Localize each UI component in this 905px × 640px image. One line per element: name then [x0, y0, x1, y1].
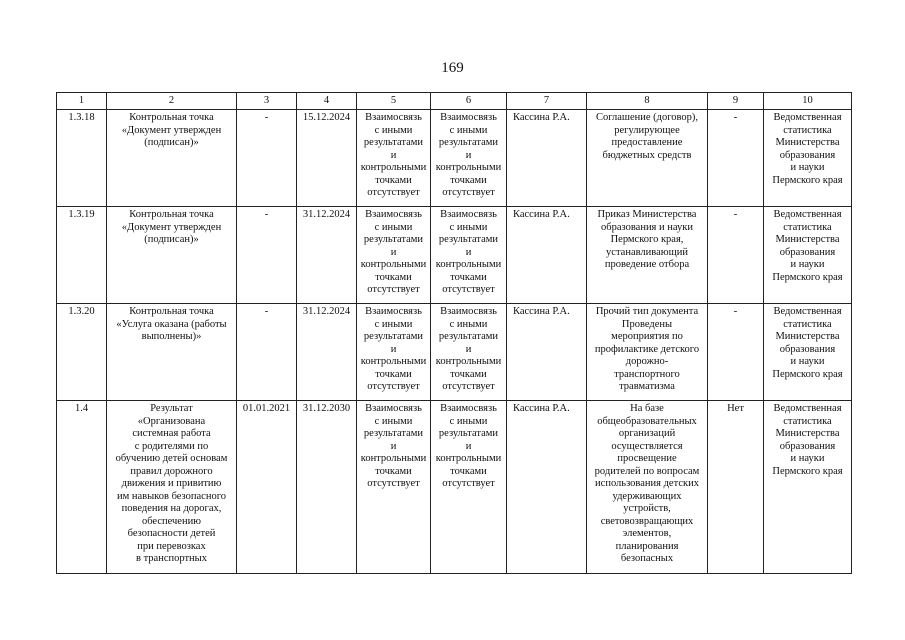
text-line: Контрольная точка [129, 112, 214, 123]
header-row [57, 93, 852, 110]
text-line: результатами [438, 331, 499, 342]
text-line: Пермского края [772, 271, 843, 283]
col-header-1: 1 [57, 93, 107, 110]
text-line: Министерства [775, 234, 840, 245]
text-line: Контрольная точка [129, 306, 214, 317]
text-line: и [390, 343, 397, 355]
text-line: с иными [374, 415, 413, 427]
document-type [587, 304, 708, 401]
text-line: элементов, [622, 528, 672, 539]
end-date: 31.12.2024 [297, 304, 357, 401]
text-line: профилактике детского [594, 343, 700, 355]
text-line: «Услуга оказана (работы [116, 318, 227, 330]
text-line: Взаимосвязь [440, 306, 497, 317]
text-line: Пермского края [772, 465, 843, 477]
text-line: Взаимосвязь [365, 112, 422, 123]
text-line: точками [450, 368, 487, 380]
text-line: образования [779, 440, 836, 452]
start-date: - [237, 207, 297, 304]
text-line: Ведомственная [773, 403, 842, 414]
text-line: статистика [783, 318, 832, 330]
text-line: образования [779, 246, 836, 258]
text-line: использования детских [595, 478, 699, 489]
text-line: (подписан)» [144, 137, 199, 148]
row-number: 1.4 [57, 401, 107, 574]
text-line: и [465, 440, 472, 452]
text-line: Министерства [775, 428, 840, 439]
col-header-4: 4 [297, 93, 357, 110]
text-line: Пермского края [772, 174, 843, 186]
text-line: обеспечению [141, 515, 202, 527]
table-row [57, 207, 852, 304]
text-line: «Организована [137, 415, 206, 427]
text-line: результатами [363, 331, 424, 342]
predecessor-link [357, 401, 431, 574]
text-line: движения и привитию [121, 478, 222, 489]
text-line: и [465, 343, 472, 355]
text-line: контрольными [435, 453, 502, 464]
text-line: контрольными [435, 259, 502, 270]
col-header-9: 9 [708, 93, 764, 110]
responsible-person: Кассина Р.А. [507, 304, 587, 401]
text-line: в транспортных [136, 553, 207, 564]
text-line: выполнены)» [141, 331, 202, 342]
predecessor-link [357, 207, 431, 304]
text-line: результатами [438, 428, 499, 439]
text-line: «Документ утвержден [121, 124, 222, 136]
text-line: безопасности детей [127, 528, 216, 539]
data-source [764, 110, 852, 207]
text-line: отсутствует [367, 187, 420, 198]
text-line: отсутствует [442, 187, 495, 198]
checkpoint-name [107, 207, 237, 304]
text-line: правил дорожного [130, 465, 213, 477]
start-date: 01.01.2021 [237, 401, 297, 574]
data-source [764, 207, 852, 304]
text-line: с родителями по [134, 440, 209, 452]
text-line: Пермского края [772, 368, 843, 380]
col-header-7: 7 [507, 93, 587, 110]
text-line: Ведомственная [773, 306, 842, 317]
text-line: образования [779, 149, 836, 161]
predecessor-link [357, 110, 431, 207]
text-line: отсутствует [442, 478, 495, 489]
text-line: бюджетных средств [602, 149, 692, 161]
document-type [587, 110, 708, 207]
text-line: с иными [374, 221, 413, 233]
text-line: и науки [790, 162, 825, 173]
text-line: «Документ утвержден [121, 221, 222, 233]
text-line: образования и науки [601, 221, 693, 233]
text-line: контрольными [360, 259, 427, 270]
text-line: контрольными [360, 356, 427, 367]
end-date: 31.12.2024 [297, 207, 357, 304]
plan-table-container [56, 92, 852, 574]
col-header-6: 6 [431, 93, 507, 110]
text-line: Взаимосвязь [365, 209, 422, 220]
table-row [57, 304, 852, 401]
text-line: родителей по вопросам [594, 465, 700, 477]
text-line: контрольными [435, 356, 502, 367]
text-line: статистика [783, 415, 832, 427]
text-line: Ведомственная [773, 112, 842, 123]
text-line: и [390, 246, 397, 258]
start-date: - [237, 304, 297, 401]
responsible-person: Кассина Р.А. [507, 207, 587, 304]
text-line: отсутствует [442, 284, 495, 295]
text-line: точками [450, 465, 487, 477]
text-line: с иными [449, 124, 488, 136]
text-line: Пермского края, [610, 234, 684, 245]
successor-link [431, 207, 507, 304]
text-line: предоставление [611, 137, 683, 148]
text-line: Контрольная точка [129, 209, 214, 220]
text-line: Взаимосвязь [440, 112, 497, 123]
data-source [764, 304, 852, 401]
col-header-2: 2 [107, 93, 237, 110]
text-line: Результат [150, 403, 193, 414]
text-line: Прочий тип документа [595, 306, 699, 317]
successor-link [431, 110, 507, 207]
text-line: и науки [790, 356, 825, 367]
text-line: отсутствует [367, 381, 420, 392]
text-line: статистика [783, 124, 832, 136]
text-line: дорожно- [625, 356, 669, 367]
data-source [764, 401, 852, 574]
text-line: удерживающих [612, 490, 682, 502]
col-header-5: 5 [357, 93, 431, 110]
text-line: результатами [363, 234, 424, 245]
text-line: общеобразовательных [597, 415, 697, 427]
text-line: точками [375, 465, 412, 477]
text-line: и [390, 149, 397, 161]
text-line: световозвращающих [600, 515, 694, 527]
text-line: точками [375, 271, 412, 283]
text-line: с иными [374, 318, 413, 330]
text-line: при перевозках [137, 540, 206, 552]
text-line: точками [450, 174, 487, 186]
text-line: травматизма [619, 381, 675, 392]
text-line: просвещение [617, 453, 677, 464]
end-date: 15.12.2024 [297, 110, 357, 207]
text-line: с иными [449, 318, 488, 330]
row-number: 1.3.20 [57, 304, 107, 401]
text-line: Ведомственная [773, 209, 842, 220]
text-line: Приказ Министерства [597, 209, 697, 220]
text-line: организаций [618, 428, 676, 439]
row-number: 1.3.19 [57, 207, 107, 304]
checkpoint-name [107, 304, 237, 401]
col-header-3: 3 [237, 93, 297, 110]
text-line: Проведены [621, 318, 673, 330]
text-line: Министерства [775, 137, 840, 148]
text-line: устанавливающий [606, 246, 688, 258]
plan-table [56, 92, 852, 574]
text-line: отсутствует [367, 284, 420, 295]
text-line: системная работа [132, 428, 211, 439]
text-line: обучению детей основам [115, 453, 228, 464]
text-line: контрольными [360, 162, 427, 173]
table-row [57, 110, 852, 207]
text-line: Взаимосвязь [440, 209, 497, 220]
end-date: 31.12.2030 [297, 401, 357, 574]
text-line: результатами [438, 234, 499, 245]
text-line: Министерства [775, 331, 840, 342]
info-system: - [708, 304, 764, 401]
text-line: отсутствует [367, 478, 420, 489]
table-row [57, 401, 852, 574]
col-header-10: 10 [764, 93, 852, 110]
row-number: 1.3.18 [57, 110, 107, 207]
result-description [587, 401, 708, 574]
text-line: результатами [363, 137, 424, 148]
text-line: планирования [615, 540, 679, 552]
text-line: устройств, [623, 503, 671, 514]
text-line: контрольными [360, 453, 427, 464]
document-type [587, 207, 708, 304]
text-line: Соглашение (договор), [595, 112, 699, 123]
col-header-8: 8 [587, 93, 708, 110]
text-line: поведения на дорогах, [121, 503, 222, 514]
successor-link [431, 401, 507, 574]
checkpoint-name [107, 110, 237, 207]
text-line: Взаимосвязь [440, 403, 497, 414]
text-line: им навыков безопасного [116, 490, 226, 502]
predecessor-link [357, 304, 431, 401]
text-line: точками [450, 271, 487, 283]
page-number: 169 [441, 60, 464, 76]
text-line: результатами [438, 137, 499, 148]
info-system: - [708, 110, 764, 207]
text-line: контрольными [435, 162, 502, 173]
text-line: На базе [630, 403, 664, 414]
info-system: Нет [708, 401, 764, 574]
successor-link [431, 304, 507, 401]
text-line: проведение отбора [604, 259, 690, 270]
start-date: - [237, 110, 297, 207]
text-line: образования [779, 343, 836, 355]
text-line: с иными [449, 415, 488, 427]
text-line: транспортного [614, 368, 680, 380]
text-line: с иными [449, 221, 488, 233]
text-line: Взаимосвязь [365, 306, 422, 317]
text-line: и [390, 440, 397, 452]
text-line: с иными [374, 124, 413, 136]
text-line: и [465, 149, 472, 161]
text-line: и [465, 246, 472, 258]
text-line: безопасных [620, 553, 674, 564]
text-line: регулирующее [614, 124, 680, 136]
text-line: точками [375, 368, 412, 380]
text-line: осуществляется [611, 440, 683, 452]
responsible-person: Кассина Р.А. [507, 110, 587, 207]
responsible-person: Кассина Р.А. [507, 401, 587, 574]
text-line: статистика [783, 221, 832, 233]
text-line: Взаимосвязь [365, 403, 422, 414]
text-line: и науки [790, 259, 825, 270]
text-line: (подписан)» [144, 234, 199, 245]
result-name [107, 401, 237, 574]
info-system: - [708, 207, 764, 304]
text-line: и науки [790, 453, 825, 464]
text-line: результатами [363, 428, 424, 439]
text-line: точками [375, 174, 412, 186]
text-line: мероприятия по [611, 331, 683, 342]
text-line: отсутствует [442, 381, 495, 392]
